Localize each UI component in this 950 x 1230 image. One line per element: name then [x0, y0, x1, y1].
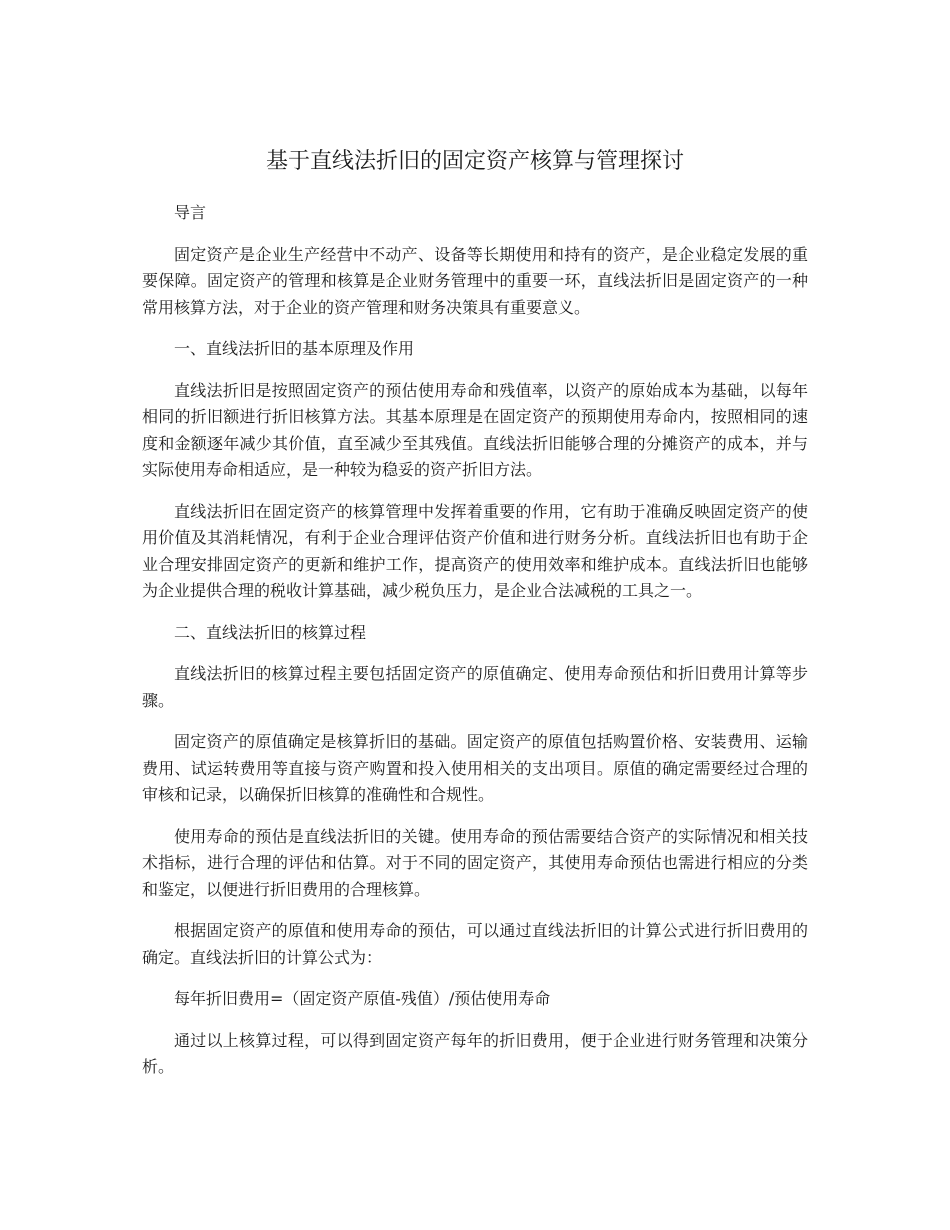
- paragraph: 根据固定资产的原值和使用寿命的预估，可以通过直线法折旧的计算公式进行折旧费用的确定。直线法折旧的计算公式为：: [142, 921, 808, 967]
- paragraph: 固定资产的原值确定是核算折旧的基础。固定资产的原值包括购置价格、安装费用、运输费用、试运转费用等直接与资产购置和投入使用相关的支出项目。原值的确定需要经过合理的审核和记录，以确保折旧核算的准确性和合规性。: [142, 732, 808, 804]
- formula: 每年折旧费用=（固定资产原值-残值）/预估使用寿命: [174, 989, 551, 1008]
- paragraph: 直线法折旧的核算过程主要包括固定资产的原值确定、使用寿命预估和折旧费用计算等步骤。: [142, 664, 808, 710]
- section-heading-1: 一、直线法折旧的基本原理及作用: [174, 339, 415, 358]
- paragraph: 使用寿命的预估是直线法折旧的关键。使用寿命的预估需要结合资产的实际情况和相关技术指标，进行合理的评估和估算。对于不同的固定资产，其使用寿命预估也需进行相应的分类和鉴定，以便进行折旧费用的合理核算。: [142, 826, 808, 899]
- document-body: [142, 200, 808, 1096]
- document-title: 基于直线法折旧的固定资产核算与管理探讨: [265, 149, 684, 174]
- section-heading-2: 二、直线法折旧的核算过程: [174, 622, 367, 642]
- section-heading-intro: 导言: [174, 203, 207, 222]
- paragraph: 直线法折旧是按照固定资产的预估使用寿命和残值率，以资产的原始成本为基础，以每年相同的折旧额进行折旧核算方法。其基本原理是在固定资产的预期使用寿命内，按照相同的速度和金额逐年减少其价值，直至减少至其残值。直线法折旧能够合理的分摊资产的成本，并与实际使用寿命相适应，是一种较为稳妥的资产折旧方法。: [142, 380, 808, 479]
- paragraph: 直线法折旧在固定资产的核算管理中发挥着重要的作用，它有助于准确反映固定资产的使用价值及其消耗情况，有利于企业合理评估资产价值和进行财务分析。直线法折旧也有助于企业合理安排固定资产的更新和维护工作，提高资产的使用效率和维护成本。直线法折旧也能够为企业提供合理的税收计算基础，减少税负压力，是企业合法减税的工具之一。: [142, 501, 808, 600]
- paragraph: 固定资产是企业生产经营中不动产、设备等长期使用和持有的资产，是企业稳定发展的重要保障。固定资产的管理和核算是企业财务管理中的重要一环，直线法折旧是固定资产的一种常用核算方法，对于企业的资产管理和财务决策具有重要意义。: [142, 244, 808, 317]
- paragraph: 通过以上核算过程，可以得到固定资产每年的折旧费用，便于企业进行财务管理和决策分析。: [142, 1030, 808, 1076]
